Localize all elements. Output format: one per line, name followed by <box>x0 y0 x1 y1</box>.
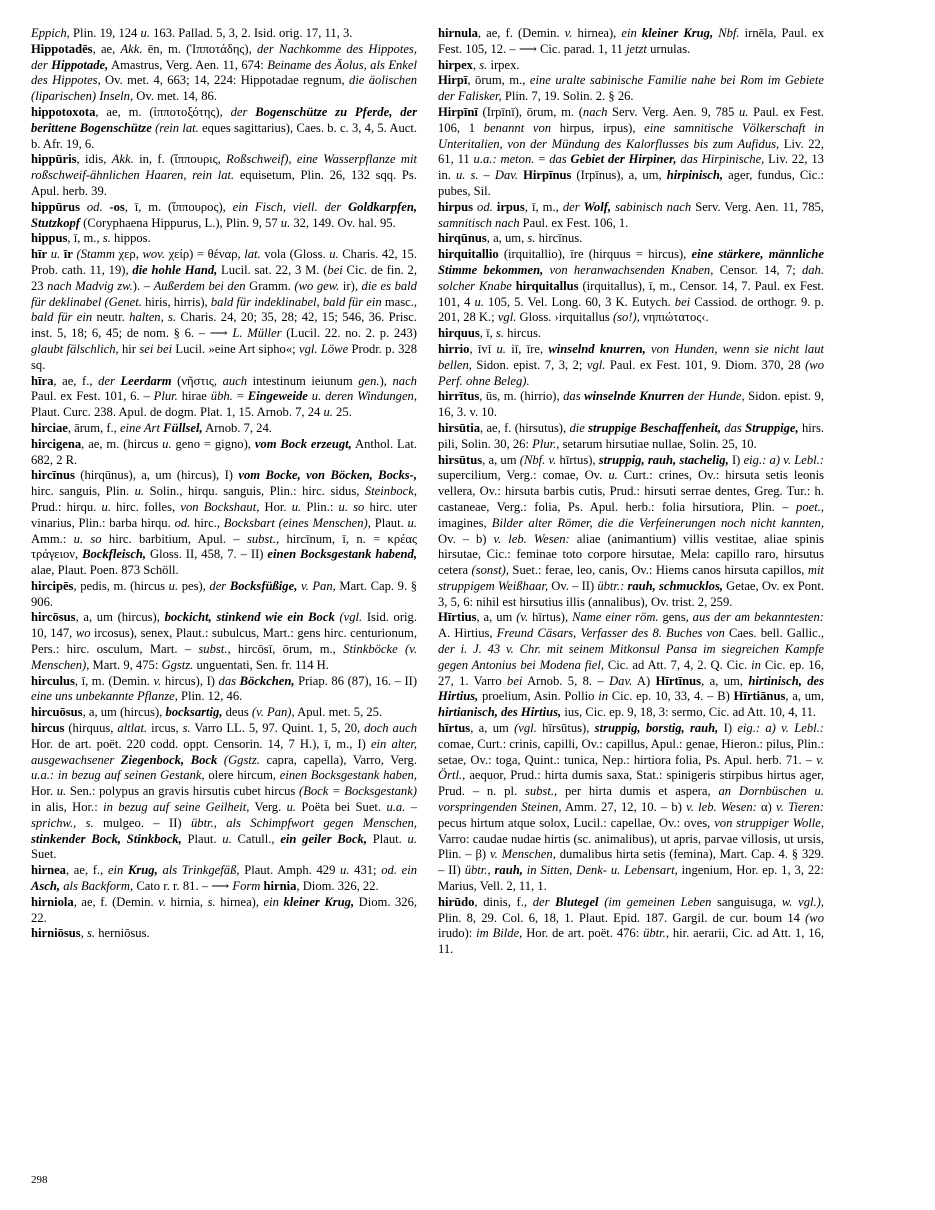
dictionary-entry <box>31 895 417 927</box>
dictionary-entry <box>438 342 824 389</box>
dictionary-entry <box>31 674 417 706</box>
entry-text: , s. herniōsus. <box>80 926 150 941</box>
entry-text: , pedis, m. (hircus u. pes), der Bocksfüßige, v. Pan, Mart. Cap. 9. § 906. <box>31 578 417 609</box>
dictionary-entry <box>438 326 824 342</box>
dictionary-entry <box>31 152 417 199</box>
dictionary-entry <box>438 721 824 895</box>
entry-text: od. -os, ī, m. (ἵππουρος), ein Fisch, viell. der Goldkarpfen, Stutzkopf (Coryphaena Hippurus, L.), Plin. 9, 57 u. 32, 149. Ov. hal. 95. <box>31 199 417 230</box>
dictionary-entry <box>31 374 417 421</box>
entry-text: od. irpus, ī, m., der Wolf, sabinisch nach Serv. Verg. Aen. 11, 785, samnitisch nach Paul. ex Fest. 106, 1. <box>438 199 824 230</box>
entry-headword: hippotoxota <box>31 104 96 119</box>
entry-text: , dinis, f., der Blutegel (im gemeinen Leben sanguisuga, w. vgl.), Plin. 8, 29. Col. 6, 18, 1. Plaut. Epid. 187. Gargil. de cur. boum 14 (wo irudo): im Bilde, Hor. de art. poët. 476: übtr., hir. aerarii, Cic. ad Att. 1, 16, 11. <box>438 894 825 957</box>
entry-text: , a, um (Nbf. v. hīrtus), struppig, rauh, stachelig, I) eig.: a) v. Lebl.: supercilium, Verg.: comae, Ov. u. Curt.: crines, Ov.: hirsuta setis leonis vellera, Ov.: hirsuta barbis cutis, Prud.: hirsuti serrae dentes, Greg. Tur.: h. castaneae, Verg.: folia, Ps. Apul. herb.: folia hirsutiora, Plin. – poet., imagines, Bilder alter Römer, die die Verfeinerungen noch nicht kannten, Ov. – b) v. leb. Wesen: aliae (animantium) villis vestitae, aliae spinis hirsutae, Cic.: feminae toto corpore hirsutae, Mela: capillo raro, hirsutus cetera (sonst), Suet.: ferae, leo, canis, Ov.: Hiems canos hirsuta capillos, mit struppigem Weißhaar, Ov. – II) übtr.: rauh, schmucklos, Getae, Ov. ex Pont. 3, 5, 6: nihil est hirsutius illis (annalibus), Ov. trist. 2, 259. <box>438 452 825 609</box>
entry-headword: Hirpīnī <box>438 104 478 119</box>
dictionary-entry <box>438 58 824 74</box>
entry-text: , ae, Akk. ēn, m. (Ἱπποτάδης), der Nachkomme des Hippotes, der Hippotade, Amastrus, Verg. Aen. 11, 674: Beiname des Äolus, als Enkel des Hippotes, Ov. met. 4, 663; 14, 224: Hippotadae regnum, die äolischen (liparischen) Inseln, Ov. met. 14, 86. <box>31 41 417 104</box>
dictionary-entry <box>31 926 417 942</box>
dictionary-entry <box>31 610 417 673</box>
entry-headword: hirrītus <box>438 389 480 404</box>
entry-text: , ae, f., der Leerdarm (νῆστις, auch intestinum ieiunum gen.), nach Paul. ex Fest. 101, 6. – Plur. hirae übh. = Eingeweide u. deren Windungen, Plaut. Curc. 238. Apul. de dogm. Plat. 1, 15. Arnob. 7, 24 u. 25. <box>31 373 418 420</box>
entry-text: , ōrum, m., eine uralte sabinische Familie nahe bei Rom im Gebiete der Falisker, Plin. 7, 19. Solin. 2. § 26. <box>438 73 824 104</box>
entry-headword: hirsūtus <box>438 452 483 467</box>
entry-text: , ae, f. (Demin. v. hirnea), ein kleiner Krug, Nbf. irnēla, Paul. ex Fest. 105, 12. – ⟶ Cic. parad. 1, 11 jetzt urnulas. <box>438 26 825 56</box>
dictionary-entry <box>31 231 417 247</box>
entry-text: , ae, f., ein Krug, als Trinkgefäß, Plaut. Amph. 429 u. 431; od. ein Asch, als Backform, Cato r. r. 81. – ⟶ Form hirnia, Diom. 326, 22. <box>31 863 418 894</box>
entry-text: , ae, f. (Demin. v. hirnia, s. hirnea), ein kleiner Krug, Diom. 326, 22. <box>31 894 418 925</box>
dictionary-entry <box>31 200 417 232</box>
entry-text: , ī, m. (Demin. v. hircus), I) das Böckchen, Priap. 86 (87), 16. – II) eine uns unbekannte Pflanze, Plin. 12, 46. <box>31 673 418 704</box>
entry-headword: Hirpī <box>438 73 468 88</box>
entry-headword: hirniola <box>31 894 74 909</box>
entry-text: , ae, f. (hirsutus), die struppige Beschaffenheit, das Struppige, hirs. pili, Solin. 30, 26: Plur., setarum hirsutiae nullae, Solin. 25, 10. <box>438 420 825 451</box>
dictionary-entry <box>438 389 824 421</box>
dictionary-entry <box>438 231 824 247</box>
right-column <box>438 26 824 958</box>
entry-headword: hirnea <box>31 863 66 878</box>
entry-text: (irquitallio), īre (hirquus = hircus), eine stärkere, männliche Stimme bekommen, von heranwachsenden Knaben, Censor. 14, 7; dah. solcher Knabe hirquitallus (irquitallus), ī, m., Censor. 14, 7. Paul. ex Fest. 101, 4 u. 105, 5. Vel. Long. 60, 3 K. Eutych. bei Cassiod. de orthogr. 9. p. 201, 28 K.; vgl. Gloss. ›irquitallus (so!), νηπιώτατος‹. <box>438 247 824 325</box>
entry-text: (Irpīnī), ōrum, m. (nach Serv. Verg. Aen. 9, 785 u. Paul. ex Fest. 106, 1 benannt von hirpus, irpus), eine samnitische Völkerschaft in Unteritalien, von der Mündung des Kalorflusses bis zum Aufidus, Liv. 22, 61, 11 u.a.: meton. = das Gebiet der Hirpiner, das Hirpinische, Liv. 22, 13 in. u. s. – Dav. Hirpīnus (Irpīnus), a, um, hirpinisch, ager, fundus, Cic.: pubes, Sil. <box>438 104 825 198</box>
dictionary-entry <box>31 468 417 579</box>
dictionary-entry <box>438 247 824 326</box>
entry-headword: hīra <box>31 373 54 388</box>
dictionary-entry <box>438 421 824 453</box>
entry-text: , ūs, m. (hirrio), das winselnde Knurren der Hunde, Sidon. epist. 9, 16, 3. v. 10. <box>438 389 824 420</box>
entry-headword: hīrtus <box>438 721 471 736</box>
entry-headword: hirsūtia <box>438 420 480 435</box>
entry-headword: Hippotadēs <box>31 41 93 56</box>
page-number: 298 <box>31 1174 48 1186</box>
entry-text: , a, um, s. hircīnus. <box>486 231 583 246</box>
entry-headword: hirpus <box>438 199 474 214</box>
entry-headword: hirniōsus <box>31 926 81 941</box>
dictionary-entry <box>31 247 417 373</box>
entry-text: , a, um (hircus), bockicht, stinkend wie ein Bock (vgl. Isid. orig. 10, 147, wo ircosus), senex, Plaut.: subulcus, Mart.: gens hirc. centurionum, Pers.: hirc. osculum, Mart. – subst., hircōsī, ōrum, m., Stinkböcke (v. Menschen), Mart. 9, 475: Ggstz. unguentati, Sen. fr. 114 H. <box>31 610 417 672</box>
entry-headword: hircīnus <box>31 468 75 483</box>
entry-text: , a, um (hircus), bocksartig, deus (v. Pan), Apul. met. 5, 25. <box>82 705 383 720</box>
dictionary-entry <box>31 721 417 863</box>
dictionary-entry <box>438 453 824 611</box>
dictionary-entry <box>31 421 417 437</box>
entry-text: (hirqūnus), a, um (hircus), I) vom Bocke, von Böcken, Bocks-, hirc. sanguis, Plin. u. Solin., hirqu. sanguis, Plin.: hirc. sidus, Steinbock, Prud.: hirqu. u. hirc. folles, von Bockshaut, Hor. u. Plin.: u. so hirc. uter vinarius, Plin.: barba hirqu. od. hirc., Bocksbart (eines Menschen), Plaut. u. Amm.: u. so hirc. barbitium, Apul. – subst., hircīnum, ī, n. = κρέας τράγειον, Bockfleisch, Gloss. II, 458, 7. – II) einen Bocksgestank habend, alae, Plaut. Poen. 873 Schöll. <box>31 468 418 578</box>
entry-text: (hirquus, altlat. ircus, s. Varro LL. 5, 97. Quint. 1, 5, 20, doch auch Hor. de art. poët. 220 codd. oppt. Censorin. 14, 7 H.), ī, m., I) ein alter, ausgewachsener Ziegenbock, Bock (Ggstz. capra, capella), Varro, Verg. u.a.: in bezug auf seinen Gestank, olere hircum, einen Bocksgestank haben, Hor. u. Sen.: polypus an gravis hirsutis cubet hircus (Bock = Bocksgestank) in alis, Hor.: in bezug auf seine Geilheit, Verg. u. Poëta bei Suet. u.a. – sprichw., s. mulgeo. – II) übtr., als Schimpfwort gegen Menschen, stinkender Bock, Stinkbock, Plaut. u. Catull., ein geiler Bock, Plaut. u. Suet. <box>31 721 418 862</box>
entry-headword: hirnula <box>438 26 478 40</box>
entry-headword: hīr <box>31 247 48 262</box>
entry-headword: hirculus <box>31 673 75 688</box>
entry-headword: hirrio <box>438 341 470 356</box>
dictionary-entry <box>31 437 417 469</box>
dictionary-entry <box>438 200 824 232</box>
entry-headword: hirquitallio <box>438 247 499 262</box>
entry-headword: hirūdo <box>438 894 475 909</box>
entry-headword: hippūrus <box>31 199 81 214</box>
dictionary-entry <box>438 73 824 105</box>
dictionary-entry <box>31 863 417 895</box>
entry-text: , ī, m., s. hippos. <box>67 231 151 246</box>
entry-headword: Hīrtius <box>438 610 477 625</box>
dictionary-entry <box>31 42 417 105</box>
entry-headword: hippūris <box>31 152 77 167</box>
entry-text: , a, um (v. hīrtus), Name einer röm. gens, aus der am bekanntesten: A. Hirtius, Freund Cäsars, Verfasser des 8. Buches von Caes. bell. Gallic., der i. J. 43 v. Chr. mit seinem Mitkonsul Pansa im siegreichen Kampfe gegen Antonius bei Modena fiel, Cic. ad Att. 7, 4, 2. Q. Cic. in Cic. ep. 16, 27, 1. Varro bei Arnob. 5, 8. – Dav. A) Hīrtīnus, a, um, hirtinisch, des Hirtius, proelium, Asin. Pollio in Cic. ep. 10, 33, 4. – B) Hīrtiānus, a, um, hirtianisch, des Hirtius, ius, Cic. ep. 9, 18, 3: sermo, Cic. ad Att. 10, 4, 11. <box>438 610 825 720</box>
entry-headword: hircipēs <box>31 578 74 593</box>
entry-text: , ī, s. hircus. <box>479 326 542 341</box>
entry-text: , s. irpex. <box>472 57 520 72</box>
entry-headword: hirqūnus <box>438 231 487 246</box>
dictionary-entry <box>438 895 824 958</box>
left-column <box>31 26 417 942</box>
entry-text: , ārum, f., eine Art Füllsel, Arnob. 7, 24. <box>67 420 272 435</box>
entry-headword: hirquus <box>438 326 480 341</box>
entry-headword: hircus <box>31 721 65 736</box>
entry-headword: hircōsus <box>31 610 76 625</box>
dictionary-entry <box>31 105 417 152</box>
dictionary-entry <box>438 610 824 721</box>
entry-text: Eppich, Plin. 19, 124 u. 163. Pallad. 5, 3, 2. Isid. orig. 17, 11, 3. <box>31 26 353 40</box>
entry-text: , ae, m. (ἱπποτοξότης), der Bogenschütze zu Pferde, der berittene Bogenschütze (rein lat. eques sagittarius), Caes. b. c. 3, 4, 5. Auct. b. Afr. 19, 6. <box>31 104 417 151</box>
entry-headword: hirpex <box>438 57 473 72</box>
entry-headword: hircuōsus <box>31 705 83 720</box>
entry-text: , idis, Akk. in, f. (ἵππουρις, Roßschweif), eine Wasserpflanze mit roßschweif-ähnlichen Haaren, rein lat. equisetum, Plin. 26, 132 sqq. Ps. Apul. herb. 39. <box>31 152 417 198</box>
dictionary-entry <box>438 26 824 58</box>
entry-headword: hippus <box>31 231 68 246</box>
entry-text: , īvī u. iī, īre, winselnd knurren, von Hunden, wenn sie nicht laut bellen, Sidon. epist. 7, 3, 2; vgl. Paul. ex Fest. 101, 9. Diom. 370, 28 (wo Perf. ohne Beleg). <box>438 341 824 388</box>
entry-text: u. īr (Stamm χερ, wov. χείρ) = θέναρ, lat. vola (Gloss. u. Charis. 42, 15. Prob. cath. 11, 19), die hohle Hand, Lucil. sat. 22, 3 M. (bei Cic. de fin. 2, 23 nach Madvig zw.). – Außerdem bei den Gramm. (wo gew. ir), die es bald für deklinabel (Genet. hiris, hirris), bald für indeklinabel, bald für ein masc., bald für ein neutr. halten, s. Charis. 24, 20; 35, 28; 42, 15; 546, 36. Prisc. inst. 5, 18; 6, 45; de nom. § 6. – ⟶ L. Müller (Lucil. 22. no. 2. p. 243) glaubt fälschlich, hir sei bei Lucil. »eine Art sipho«; vgl. Löwe Prodr. p. 328 sq. <box>31 247 417 372</box>
entry-text: , ae, m. (hircus u. geno = gigno), vom Bock erzeugt, Anthol. Lat. 682, 2 R. <box>31 436 417 467</box>
dictionary-entry <box>31 705 417 721</box>
dictionary-entry <box>438 105 824 200</box>
dictionary-entry <box>31 579 417 611</box>
dictionary-entry <box>31 26 417 42</box>
entry-headword: hircigena <box>31 436 82 451</box>
entry-headword: hirciae <box>31 420 68 435</box>
entry-text: , a, um (vgl. hīrsūtus), struppig, borstig, rauh, I) eig.: a) v. Lebl.: comae, Curt.: crinis, capilli, Ov.: capillus, Apul.: genae, Hieron.: pilus, Plin.: setae, Ov.: toga, Quint.: tunica, Nep.: hirtiora folia, Ps. Apul. herb. 71. – v. Örtl., aequor, Prud.: hirta dumis saxa, Stat.: spinigeris stirpibus hirtus ager, Prud. – n. pl. subst., per hirta dumis et aspera, an Dornbüschen u. vorspringenden Steinen, Amm. 27, 12, 10. – b) v. leb. Wesen: α) v. Tieren: pecus hirtum atque solox, Lucil.: capellae, Ov.: oves, von struppiger Wolle, Varro: caudae nudae hirtis (sc. animalibus), ut apris, parvae villosis, ut ursis, Plin. – β) v. Menschen, dumalibus hirta setis (femina), Mart. Cap. 4. § 329. – II) übtr., rauh, in Sitten, Denk- u. Lebensart, ingenium, Hor. ep. 1, 3, 22: Marius, Vell. 2, 11, 1. <box>438 721 825 894</box>
